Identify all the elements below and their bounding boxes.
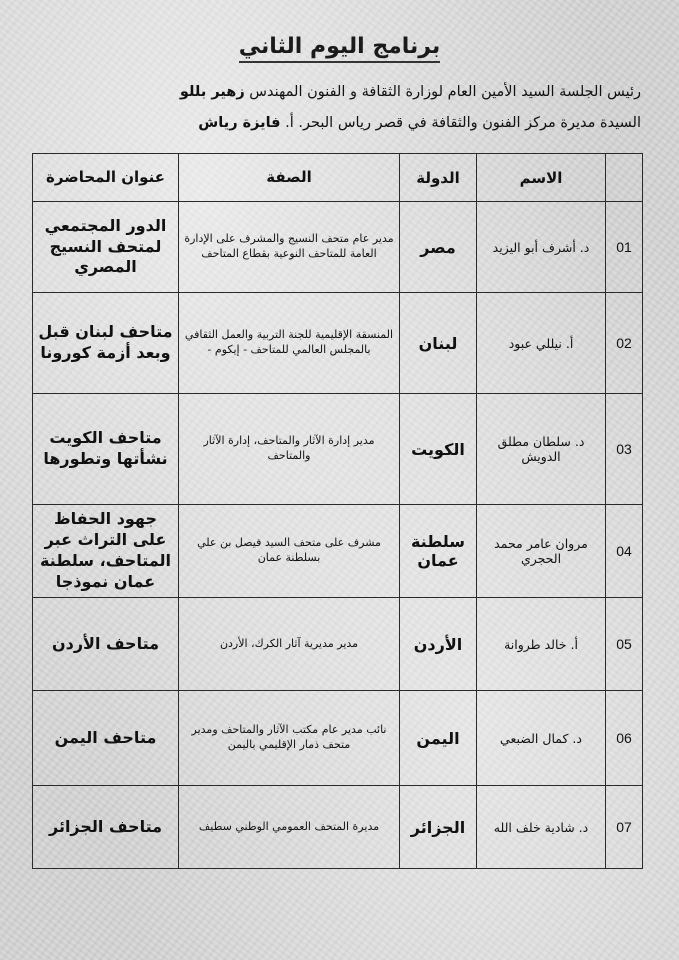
session-cochair-name: فايزة رياش xyxy=(198,115,281,131)
lecture-title: متاحف الكويت نشأتها وتطورها xyxy=(33,394,179,505)
speaker-country: لبنان xyxy=(400,293,477,394)
speaker-name: د. سلطان مطلق الدويش xyxy=(477,394,606,505)
table-row xyxy=(33,394,643,505)
lecture-title: متاحف لبنان قبل وبعد أزمة كورونا xyxy=(33,293,179,394)
table-row xyxy=(33,786,643,869)
speaker-country: الكويت xyxy=(400,394,477,505)
speaker-name: د. أشرف أبو اليزيد xyxy=(477,202,606,293)
speaker-country: الجزائر xyxy=(400,786,477,869)
row-number: 05 xyxy=(606,598,643,691)
speaker-role: مدير مديرية آثار الكرك، الأردن xyxy=(179,598,400,691)
lecture-title: الدور المجتمعي لمتحف النسيج المصري xyxy=(33,202,179,293)
session-chair-line xyxy=(180,84,641,100)
header-topic: عنوان المحاضرة xyxy=(33,154,179,202)
row-number: 06 xyxy=(606,691,643,786)
speaker-name: أ. نيللي عبود xyxy=(477,293,606,394)
row-number: 07 xyxy=(606,786,643,869)
lecture-title: متاحف الجزائر xyxy=(33,786,179,869)
table-row xyxy=(33,293,643,394)
session-chair-prefix: رئيس الجلسة السيد الأمين العام لوزارة الثقافة و الفنون المهندس xyxy=(249,84,641,100)
speaker-name: مروان عامر محمد الحجري xyxy=(477,505,606,598)
header-number xyxy=(606,154,643,202)
session-cochair-prefix: السيدة مديرة مركز الفنون والثقافة في قصر رياس البحر. أ. xyxy=(285,115,641,131)
page-title-text: برنامج اليوم الثاني xyxy=(239,34,441,63)
header-country: الدولة xyxy=(400,154,477,202)
speaker-role: مشرف على متحف السيد فيصل بن علي بسلطنة عمان xyxy=(179,505,400,598)
lecture-title: متاحف الأردن xyxy=(33,598,179,691)
speaker-role: مدير عام متحف النسيج والمشرف على الإدارة العامة للمتاحف النوعية بقطاع المتاحف xyxy=(179,202,400,293)
speaker-country: اليمن xyxy=(400,691,477,786)
speaker-role: المنسقة الإقليمية للجنة التربية والعمل الثقافي بالمجلس العالمي للمتاحف - إيكوم - xyxy=(179,293,400,394)
row-number: 03 xyxy=(606,394,643,505)
session-cochair-line xyxy=(198,115,641,131)
speaker-name: أ. خالد طروانة xyxy=(477,598,606,691)
speaker-role: مديرة المتحف العمومي الوطني سطيف xyxy=(179,786,400,869)
session-chair-name: زهير بللو xyxy=(179,84,245,100)
table-header-row xyxy=(33,154,643,202)
speaker-name: د. شادية خلف الله xyxy=(477,786,606,869)
speaker-role: مدير إدارة الآثار والمتاحف، إدارة الآثار والمتاحف xyxy=(179,394,400,505)
table-row xyxy=(33,598,643,691)
speaker-country: سلطنة عمان xyxy=(400,505,477,598)
row-number: 04 xyxy=(606,505,643,598)
header-name: الاسم xyxy=(477,154,606,202)
speaker-country: الأردن xyxy=(400,598,477,691)
table-row xyxy=(33,202,643,293)
speaker-role: نائب مدير عام مكتب الآثار والمتاحف ومدير متحف ذمار الإقليمي باليمن xyxy=(179,691,400,786)
page-title xyxy=(0,34,679,59)
speaker-country: مصر xyxy=(400,202,477,293)
row-number: 02 xyxy=(606,293,643,394)
speaker-name: د. كمال الضبعي xyxy=(477,691,606,786)
lecture-title: جهود الحفاظ على التراث عبر المتاحف، سلطنة عمان نموذجا xyxy=(33,505,179,598)
table-row xyxy=(33,691,643,786)
row-number: 01 xyxy=(606,202,643,293)
table-row xyxy=(33,505,643,598)
program-table xyxy=(32,153,643,869)
lecture-title: متاحف اليمن xyxy=(33,691,179,786)
header-role: الصفة xyxy=(179,154,400,202)
